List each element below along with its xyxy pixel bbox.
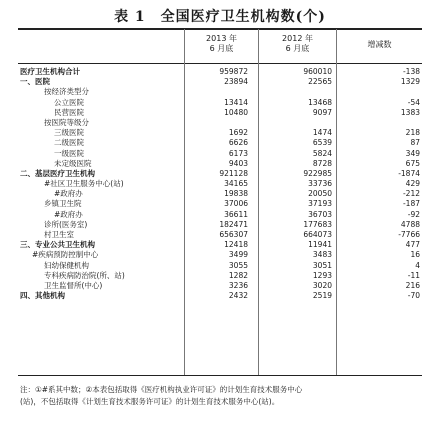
table-title: 表 1 全国医疗卫生机构数(个)	[114, 9, 326, 25]
value-2012: 2519	[312, 291, 332, 301]
row-label: 一级医院	[54, 148, 84, 158]
header-2013-month: 6 月底	[209, 44, 234, 53]
row-label: 未定级医院	[54, 158, 92, 168]
value-2013: 2432	[228, 291, 248, 301]
row-label: #疾病预防控制中心	[32, 250, 99, 260]
table-row	[18, 291, 422, 301]
value-2013: 36611	[224, 209, 248, 219]
value-change: -11	[407, 270, 420, 280]
row-label: 二、基层医疗卫生机构	[20, 168, 95, 178]
value-2013: 921128	[219, 168, 248, 178]
value-2013: 19838	[224, 189, 248, 199]
value-2012: 960010	[303, 67, 332, 76]
value-change: 349	[405, 148, 420, 158]
value-2013: 13414	[224, 97, 248, 107]
header-bottom-rule	[18, 63, 422, 64]
value-change: 87	[410, 138, 420, 148]
header-2012	[259, 34, 336, 54]
value-2012: 36703	[308, 209, 332, 219]
value-change: -92	[407, 209, 420, 219]
value-2013: 3499	[228, 250, 248, 260]
value-change: 1329	[400, 77, 420, 87]
value-2012: 1293	[312, 270, 332, 280]
value-2012: 6539	[312, 138, 332, 148]
value-2013: 6173	[228, 148, 248, 158]
value-2013: 9403	[228, 158, 248, 168]
header-change: 增减数	[367, 40, 392, 49]
value-2013: 34165	[224, 179, 248, 189]
row-label: #社区卫生服务中心(站)	[44, 179, 124, 189]
row-label: 村卫生室	[44, 230, 74, 239]
value-change: 16	[410, 250, 420, 260]
table-row	[18, 118, 422, 128]
value-2013: 37006	[224, 199, 248, 209]
table-row	[18, 281, 422, 291]
value-2013: 6626	[228, 138, 248, 148]
value-2012: 922985	[303, 168, 332, 178]
value-2013: 959872	[219, 67, 248, 76]
row-label: 按医院等级分	[44, 117, 89, 127]
row-label: 按经济类型分	[44, 87, 89, 97]
table-row	[18, 128, 422, 138]
row-label: 乡镇卫生院	[44, 199, 82, 209]
table-row	[18, 250, 422, 260]
footnote	[20, 384, 424, 408]
row-label: 专科疾病防治院(所、站)	[44, 270, 125, 280]
value-2013: 656307	[219, 230, 248, 239]
row-label: 四、其他机构	[20, 291, 65, 301]
value-2012: 177683	[303, 219, 332, 229]
table-row	[18, 67, 422, 77]
footnote-line-2: (站)，不包括取得《计划生育技术服务许可证》的计划生育技术服务中心(站)。	[20, 397, 280, 406]
header-2012-year: 2012 年	[282, 34, 313, 43]
value-2012: 22565	[308, 77, 332, 87]
value-2012: 37193	[308, 199, 332, 209]
value-2012: 11941	[308, 240, 332, 250]
table-row	[18, 159, 422, 169]
row-label: 民营医院	[54, 107, 84, 117]
table-row	[18, 261, 422, 271]
row-label: 三、专业公共卫生机构	[20, 240, 95, 250]
row-label: 公立医院	[54, 97, 84, 107]
value-2012: 3483	[312, 250, 332, 260]
value-2012: 20050	[308, 189, 332, 199]
table-row	[18, 98, 422, 108]
value-2013: 182471	[219, 219, 248, 229]
value-2013: 12418	[224, 240, 248, 250]
table-row	[18, 240, 422, 250]
row-label: 卫生监督所(中心)	[44, 280, 103, 290]
header-2012-month: 6 月底	[285, 44, 310, 53]
table-row	[18, 87, 422, 97]
table-row	[18, 220, 422, 230]
row-label: 二级医院	[54, 138, 84, 148]
value-2012: 3020	[312, 280, 332, 290]
value-change: 4	[415, 260, 420, 270]
table-row	[18, 271, 422, 281]
row-label: 一、医院	[20, 77, 50, 87]
value-change: -7766	[398, 230, 420, 239]
value-change: 429	[405, 179, 420, 189]
header-2013-year: 2013 年	[206, 34, 237, 43]
value-change: -1874	[398, 168, 420, 178]
value-change: -54	[407, 97, 420, 107]
table-row	[18, 77, 422, 87]
table-row	[18, 179, 422, 189]
table-bottom-rule	[18, 375, 422, 376]
value-2012: 9097	[312, 107, 332, 117]
value-change: 1383	[400, 107, 420, 117]
row-label: #政府办	[54, 189, 83, 199]
value-2012: 33736	[308, 179, 332, 189]
value-2012: 3051	[312, 260, 332, 270]
value-2013: 3236	[228, 280, 248, 290]
table-row	[18, 199, 422, 209]
value-change: 216	[405, 280, 420, 290]
value-2012: 13468	[308, 97, 332, 107]
footnote-line-1: 注：①#系其中数；②本表包括取得《医疗机构执业许可证》的计划生育技术服务中心	[20, 385, 303, 394]
row-label: 诊所(医务室)	[44, 219, 88, 229]
table-body	[18, 67, 422, 301]
table-row	[18, 189, 422, 199]
value-2013: 10480	[224, 107, 248, 117]
table-row	[18, 169, 422, 179]
row-label: 医疗卫生机构合计	[20, 67, 80, 76]
value-2012: 1474	[312, 128, 332, 138]
value-2012: 664073	[303, 230, 332, 239]
value-change: 675	[405, 158, 420, 168]
value-2012: 8728	[312, 158, 332, 168]
table-row	[18, 230, 422, 240]
row-label: 三级医院	[54, 128, 84, 138]
row-label: #政府办	[54, 209, 83, 219]
value-change: 218	[405, 128, 420, 138]
value-change: -212	[402, 189, 420, 199]
value-2013: 1282	[228, 270, 248, 280]
value-2013: 3055	[228, 260, 248, 270]
row-label: 妇幼保健机构	[44, 260, 89, 270]
value-2012: 5824	[312, 148, 332, 158]
value-2013: 23894	[224, 77, 248, 87]
value-change: 4788	[400, 219, 420, 229]
table-row	[18, 138, 422, 148]
value-change: -138	[402, 67, 420, 76]
value-2013: 1692	[228, 128, 248, 138]
table-row	[18, 108, 422, 118]
value-change: -187	[402, 199, 420, 209]
table-top-rule	[18, 28, 422, 30]
value-change: -70	[407, 291, 420, 301]
header-2013	[185, 34, 258, 54]
table-row	[18, 149, 422, 159]
value-change: 477	[405, 240, 420, 250]
table-row	[18, 210, 422, 220]
